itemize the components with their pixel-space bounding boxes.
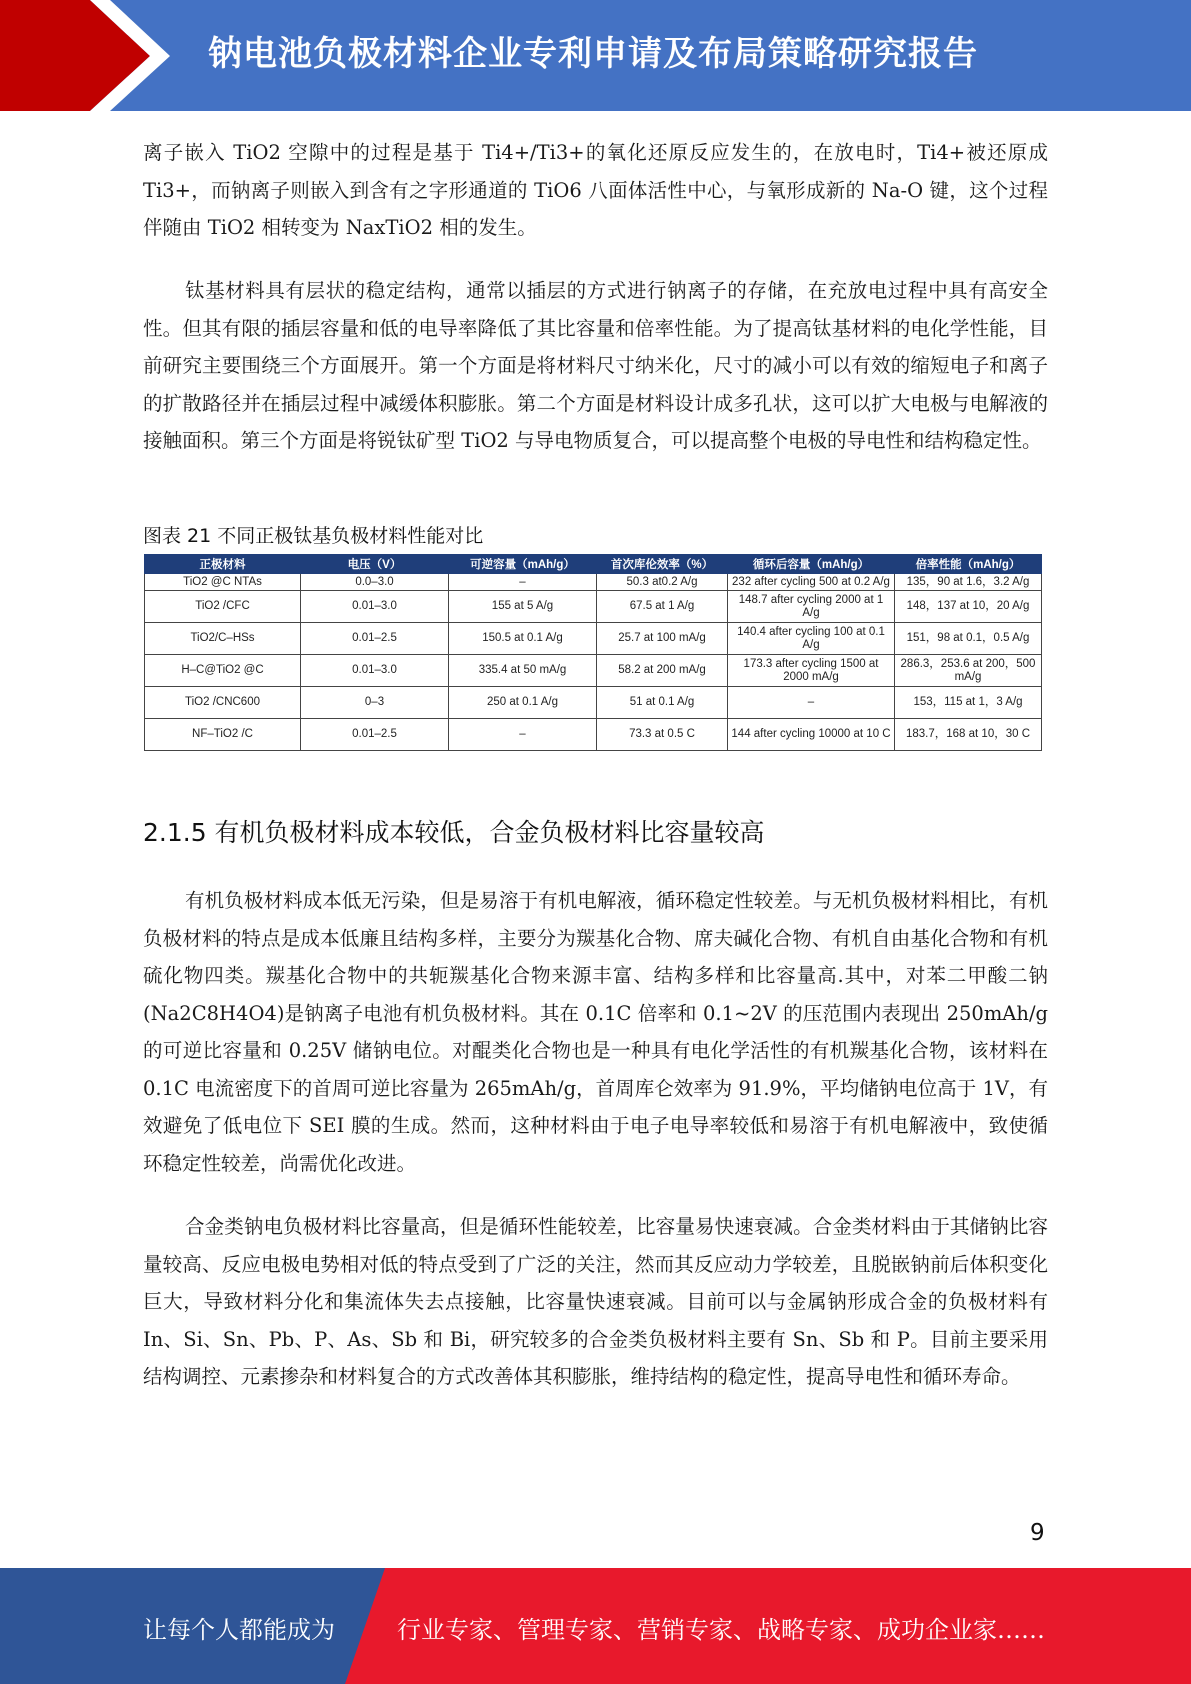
table-header-row: [145, 555, 1042, 574]
table-cell: 135，90 at 1.6，3.2 A/g: [895, 574, 1042, 591]
table-cell: TiO2 /CFC: [145, 591, 301, 623]
table-cell: H–C@TiO2 @C: [145, 655, 301, 687]
table-caption: 图表 21 不同正极钛基负极材料性能对比: [143, 525, 484, 547]
table-row: [145, 591, 1042, 623]
table-cell: 183.7，168 at 10，30 C: [895, 719, 1042, 751]
column-header: 可逆容量（mAh/g）: [449, 555, 597, 574]
table-cell: 151，98 at 0.1，0.5 A/g: [895, 623, 1042, 655]
table-row: [145, 655, 1042, 687]
table-cell: 73.3 at 0.5 C: [597, 719, 728, 751]
paragraph-alloy-anodes: 合金类钠电负极材料比容量高，但是循环性能较差，比容量易快速衰减。合金类材料由于其储钠比容量较高、反应电极电势相对低的特点受到了广泛的关注，然而其反应动力学较差，且脱嵌钠前后体积变化巨大，导致材料分化和集流体失去点接触，比容量快速衰减。目前可以与金属钠形成合金的负极材料有 In、Si、Sn、Pb、P、As、Sb 和 Bi，研究较多的合金类负极材料主要有 Sn、Sb 和 P。目前主要采用结构调控、元素掺杂和材料复合的方式改善体其积膨胀，维持结构的稳定性，提高导电性和循环寿命。: [143, 1215, 1048, 1388]
table-cell: 0.01–2.5: [301, 719, 449, 751]
column-header: 循环后容量（mAh/g）: [728, 555, 895, 574]
table-row: [145, 687, 1042, 719]
table-cell: 58.2 at 200 mA/g: [597, 655, 728, 687]
table-cell: 25.7 at 100 mA/g: [597, 623, 728, 655]
titanium-anode-performance-table: [144, 554, 1042, 751]
table-cell: 0.0–3.0: [301, 574, 449, 591]
table-cell: 155 at 5 A/g: [449, 591, 597, 623]
footer-slogan-left: 让每个人都能成为: [143, 1616, 335, 1644]
paragraph-titanium-materials: 钛基材料具有层状的稳定结构，通常以插层的方式进行钠离子的存储，在充放电过程中具有高安全性。但其有限的插层容量和低的电导率降低了其比容量和倍率性能。为了提高钛基材料的电化学性能，目前研究主要围绕三个方面展开。第一个方面是将材料尺寸纳米化，尺寸的减小可以有效的缩短电子和离子的扩散路径并在插层过程中减缓体积膨胀。第二个方面是材料设计成多孔状，这可以扩大电极与电解液的接触面积。第三个方面是将锐钛矿型 TiO2 与导电物质复合，可以提高整个电极的导电性和结构稳定性。: [143, 279, 1048, 452]
column-header: 倍率性能（mAh/g）: [895, 555, 1042, 574]
table-row: [145, 719, 1042, 751]
table-cell: 0.01–3.0: [301, 591, 449, 623]
table-cell: TiO2 @C NTAs: [145, 574, 301, 591]
table-row: [145, 623, 1042, 655]
page-number: 9: [1030, 1520, 1045, 1546]
section-heading: 2.1.5 有机负极材料成本较低，合金负极材料比容量较高: [143, 818, 765, 847]
table-cell: 173.3 after cycling 1500 at 2000 mA/g: [728, 655, 895, 687]
page-header: [0, 0, 1191, 111]
table-cell: 140.4 after cycling 100 at 0.1 A/g: [728, 623, 895, 655]
table-cell: –: [449, 719, 597, 751]
table-cell: 150.5 at 0.1 A/g: [449, 623, 597, 655]
table-cell: 0.01–2.5: [301, 623, 449, 655]
paragraph-tio2-mechanism: 离子嵌入 TiO2 空隙中的过程是基于 Ti4+/Ti3+的氧化还原反应发生的，在放电时，Ti4+被还原成 Ti3+，而钠离子则嵌入到含有之字形通道的 TiO6 八面体活性中心，与氧形成新的 Na-O 键，这个过程伴随由 TiO2 相转变为 NaxTiO2 相的发生。: [143, 141, 1048, 239]
column-header: 电压（V）: [301, 555, 449, 574]
table-cell: 0–3: [301, 687, 449, 719]
paragraph-organic-anodes: 有机负极材料成本低无污染，但是易溶于有机电解液，循环稳定性较差。与无机负极材料相比，有机负极材料的特点是成本低廉且结构多样，主要分为羰基化合物、席夫碱化合物、有机自由基化合物和有机硫化物四类。羰基化合物中的共轭羰基化合物来源丰富、结构多样和比容量高.其中，对苯二甲酸二钠(Na2C8H4O4)是钠离子电池有机负极材料。其在 0.1C 倍率和 0.1~2V 的压范围内表现出 250mAh/g 的可逆比容量和 0.25V 储钠电位。对醌类化合物也是一种具有电化学活性的有机羰基化合物，该材料在 0.1C 电流密度下的首周可逆比容量为 265mAh/g，首周库仑效率为 91.9%，平均储钠电位高于 1V，有效避免了低电位下 SEI 膜的生成。然而，这种材料由于电子电导率较低和易溶于有机电解液中，致使循环稳定性较差，尚需优化改进。: [143, 889, 1048, 1175]
report-title: 钠电池负极材料企业专利申请及布局策略研究报告: [208, 34, 978, 74]
column-header: 正极材料: [145, 555, 301, 574]
table-cell: 250 at 0.1 A/g: [449, 687, 597, 719]
table-cell: 50.3 at0.2 A/g: [597, 574, 728, 591]
table-cell: 335.4 at 50 mA/g: [449, 655, 597, 687]
table-cell: 0.01–3.0: [301, 655, 449, 687]
table-cell: –: [728, 687, 895, 719]
table-cell: 144 after cycling 10000 at 10 C: [728, 719, 895, 751]
table-cell: –: [449, 574, 597, 591]
table-row: [145, 574, 1042, 591]
table-cell: TiO2/C–HSs: [145, 623, 301, 655]
table-cell: 153，115 at 1，3 A/g: [895, 687, 1042, 719]
table-cell: NF–TiO2 /C: [145, 719, 301, 751]
page-footer: [0, 1568, 1191, 1684]
column-header: 首次库伦效率（%）: [597, 555, 728, 574]
table-cell: TiO2 /CNC600: [145, 687, 301, 719]
footer-slogan-right: 行业专家、管理专家、营销专家、战略专家、成功企业家……: [397, 1616, 1045, 1644]
table-cell: 67.5 at 1 A/g: [597, 591, 728, 623]
table-cell: 148.7 after cycling 2000 at 1 A/g: [728, 591, 895, 623]
table-cell: 286.3，253.6 at 200，500 mA/g: [895, 655, 1042, 687]
table-cell: 51 at 0.1 A/g: [597, 687, 728, 719]
table-cell: 232 after cycling 500 at 0.2 A/g: [728, 574, 895, 591]
table-cell: 148，137 at 10，20 A/g: [895, 591, 1042, 623]
